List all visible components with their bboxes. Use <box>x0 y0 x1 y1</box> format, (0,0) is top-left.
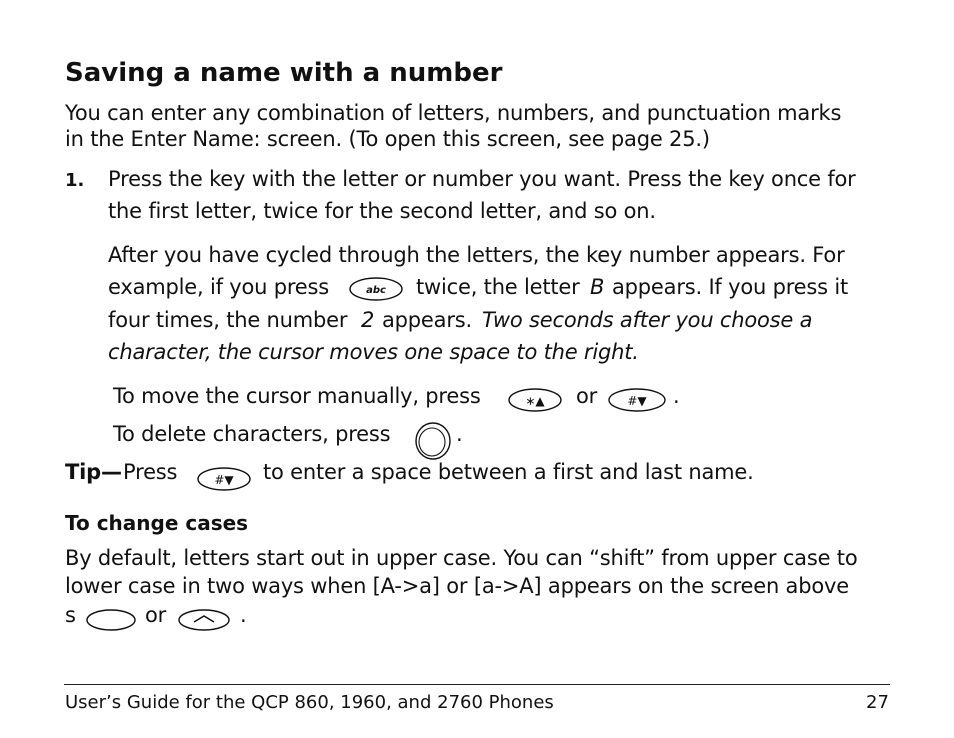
para2-line-3-italic: Two seconds after you choose a <box>482 308 813 332</box>
hash-key-icon <box>196 466 252 492</box>
step-1-line-1: Press the key with the letter or number you want. Press the key once for <box>108 167 856 191</box>
step-1-line-2: the first letter, twice for the second letter, and so on. <box>108 199 656 223</box>
clear-key-icon <box>413 421 453 461</box>
para2-line-2-mid: twice, the letter <box>416 275 580 299</box>
letter-b: B <box>590 275 605 299</box>
para2-line-1: After you have cycled through the letters, the key number appears. For <box>108 243 845 267</box>
footer-divider <box>64 684 890 685</box>
intro-line-1: You can enter any combination of letters, numbers, and punctuation marks <box>65 101 842 125</box>
tip-label: Tip— <box>65 460 122 484</box>
period-3: . <box>240 603 247 627</box>
softkey-left-icon <box>85 608 137 632</box>
intro-line-2: in the Enter Name: screen. (To open this screen, see page 25.) <box>65 127 710 151</box>
para2-line-4-italic: character, the cursor moves one space to the right. <box>108 340 639 364</box>
para2-line-3-mid: appears. <box>382 308 472 332</box>
or-text-1: or <box>576 384 598 408</box>
hash-key-label: #▼ <box>627 394 647 408</box>
tip-press: Press <box>123 460 178 484</box>
para2-line-2-end: appears. If you press it <box>612 275 849 299</box>
delete-text: To delete characters, press <box>113 422 391 446</box>
move-cursor-text: To move the cursor manually, press <box>113 384 481 408</box>
cases-line-1: By default, letters start out in upper case. You can “shift” from upper case to <box>65 546 858 570</box>
number-2: 2 <box>361 308 375 332</box>
step-number: 1. <box>65 170 85 191</box>
para2-line-2-start: example, if you press <box>108 275 330 299</box>
para2-line-3-start: four times, the number <box>108 308 348 332</box>
tip-text: to enter a space between a first and last name. <box>263 460 754 484</box>
page-title: Saving a name with a number <box>65 58 503 88</box>
abc-key-label: abc <box>366 285 386 296</box>
or-text-2: or <box>145 603 167 627</box>
hash-key-icon <box>607 387 667 413</box>
period-2: . <box>456 422 463 446</box>
star-key-icon <box>507 387 563 413</box>
footer-title: User’s Guide for the QCP 860, 1960, and 2760 Phones <box>65 692 554 713</box>
cases-line-2: lower case in two ways when [A->a] or [a->A] appears on the screen above <box>65 574 849 598</box>
page-number: 27 <box>866 692 889 713</box>
up-key-icon <box>177 608 231 632</box>
period-1: . <box>673 384 680 408</box>
hash-key-label: #▼ <box>214 473 234 487</box>
section-heading: To change cases <box>65 511 249 535</box>
star-key-label: ∗▲ <box>525 394 545 408</box>
abc-key-icon <box>348 276 404 302</box>
cases-line-3-start: s <box>65 603 76 627</box>
